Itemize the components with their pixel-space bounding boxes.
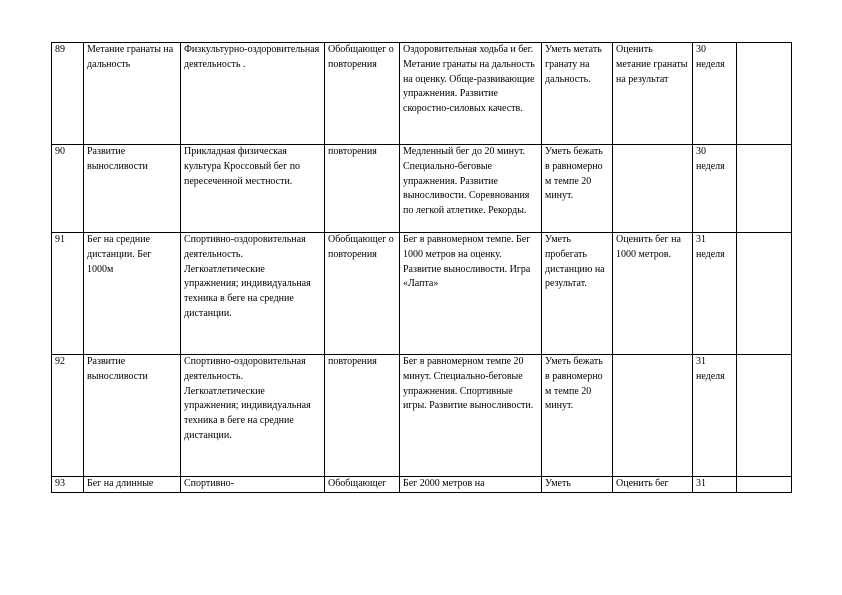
lesson-topic: Развитие выносливости [84, 355, 181, 477]
lesson-topic: Развитие выносливости [84, 145, 181, 233]
lesson-extra [737, 43, 792, 145]
table-row [52, 145, 792, 233]
lesson-content: Спортивно-оздоровительная деятельность. Легкоатлетические упражнения; индивидуальная техника в беге на средние дистанции. [181, 233, 325, 355]
lesson-number: 92 [52, 355, 84, 477]
table-row [52, 477, 792, 493]
lesson-elements: Бег 2000 метров на [400, 477, 542, 493]
lesson-number: 93 [52, 477, 84, 493]
lesson-extra [737, 477, 792, 493]
lesson-week: 30 неделя [693, 145, 737, 233]
lesson-week: 31 неделя [693, 233, 737, 355]
lesson-number: 89 [52, 43, 84, 145]
lesson-topic: Бег на длинные [84, 477, 181, 493]
lesson-topic: Метание гранаты на дальность [84, 43, 181, 145]
table-row [52, 355, 792, 477]
lesson-requirements: Уметь бежать в равномерно м темпе 20 минут. [542, 355, 613, 477]
lesson-extra [737, 355, 792, 477]
lesson-content: Физкультурно-оздоровительная деятельность . [181, 43, 325, 145]
table-row [52, 233, 792, 355]
lesson-control [613, 145, 693, 233]
lesson-content: Прикладная физическая культура Кроссовый бег по пересеченной местности. [181, 145, 325, 233]
lesson-plan-table [51, 42, 792, 493]
lesson-week: 31 [693, 477, 737, 493]
lesson-content: Спортивно-оздоровительная деятельность. Легкоатлетические упражнения; индивидуальная техника в беге на средние дистанции. [181, 355, 325, 477]
lesson-content: Спортивно- [181, 477, 325, 493]
lesson-requirements: Уметь [542, 477, 613, 493]
lesson-control: Оценить бег на 1000 метров. [613, 233, 693, 355]
lesson-week: 31 неделя [693, 355, 737, 477]
lesson-type: повторения [325, 145, 400, 233]
lesson-type: повторения [325, 355, 400, 477]
lesson-topic: Бег на средние дистанции. Бег 1000м [84, 233, 181, 355]
lesson-number: 90 [52, 145, 84, 233]
lesson-week: 30 неделя [693, 43, 737, 145]
lesson-number: 91 [52, 233, 84, 355]
lesson-elements: Бег в равномерном темпе. Бег 1000 метров на оценку. Развитие выносливости. Игра «Лапта» [400, 233, 542, 355]
lesson-extra [737, 145, 792, 233]
lesson-type: Обобщающег о повторения [325, 233, 400, 355]
lesson-elements: Оздоровительная ходьба и бег. Метание гранаты на дальность на оценку. Обще-развивающие упражнения. Развитие скоростно-силовых качеств. [400, 43, 542, 145]
lesson-elements: Медленный бег до 20 минут. Специально-беговые упражнения. Развитие выносливости. Соревнования по легкой атлетике. Рекорды. [400, 145, 542, 233]
table-row [52, 43, 792, 145]
lesson-requirements: Уметь метать гранату на дальность. [542, 43, 613, 145]
lesson-extra [737, 233, 792, 355]
lesson-control: Оценить бег [613, 477, 693, 493]
lesson-requirements: Уметь пробегать дистанцию на результат. [542, 233, 613, 355]
lesson-type: Обобщающег о повторения [325, 43, 400, 145]
lesson-control [613, 355, 693, 477]
lesson-requirements: Уметь бежать в равномерно м темпе 20 минут. [542, 145, 613, 233]
lesson-elements: Бег в равномерном темпе 20 минут. Специально-беговые упражнения. Спортивные игры. Развитие выносливости. [400, 355, 542, 477]
lesson-type: Обобщающег [325, 477, 400, 493]
lesson-control: Оценить метание гранаты на результат [613, 43, 693, 145]
